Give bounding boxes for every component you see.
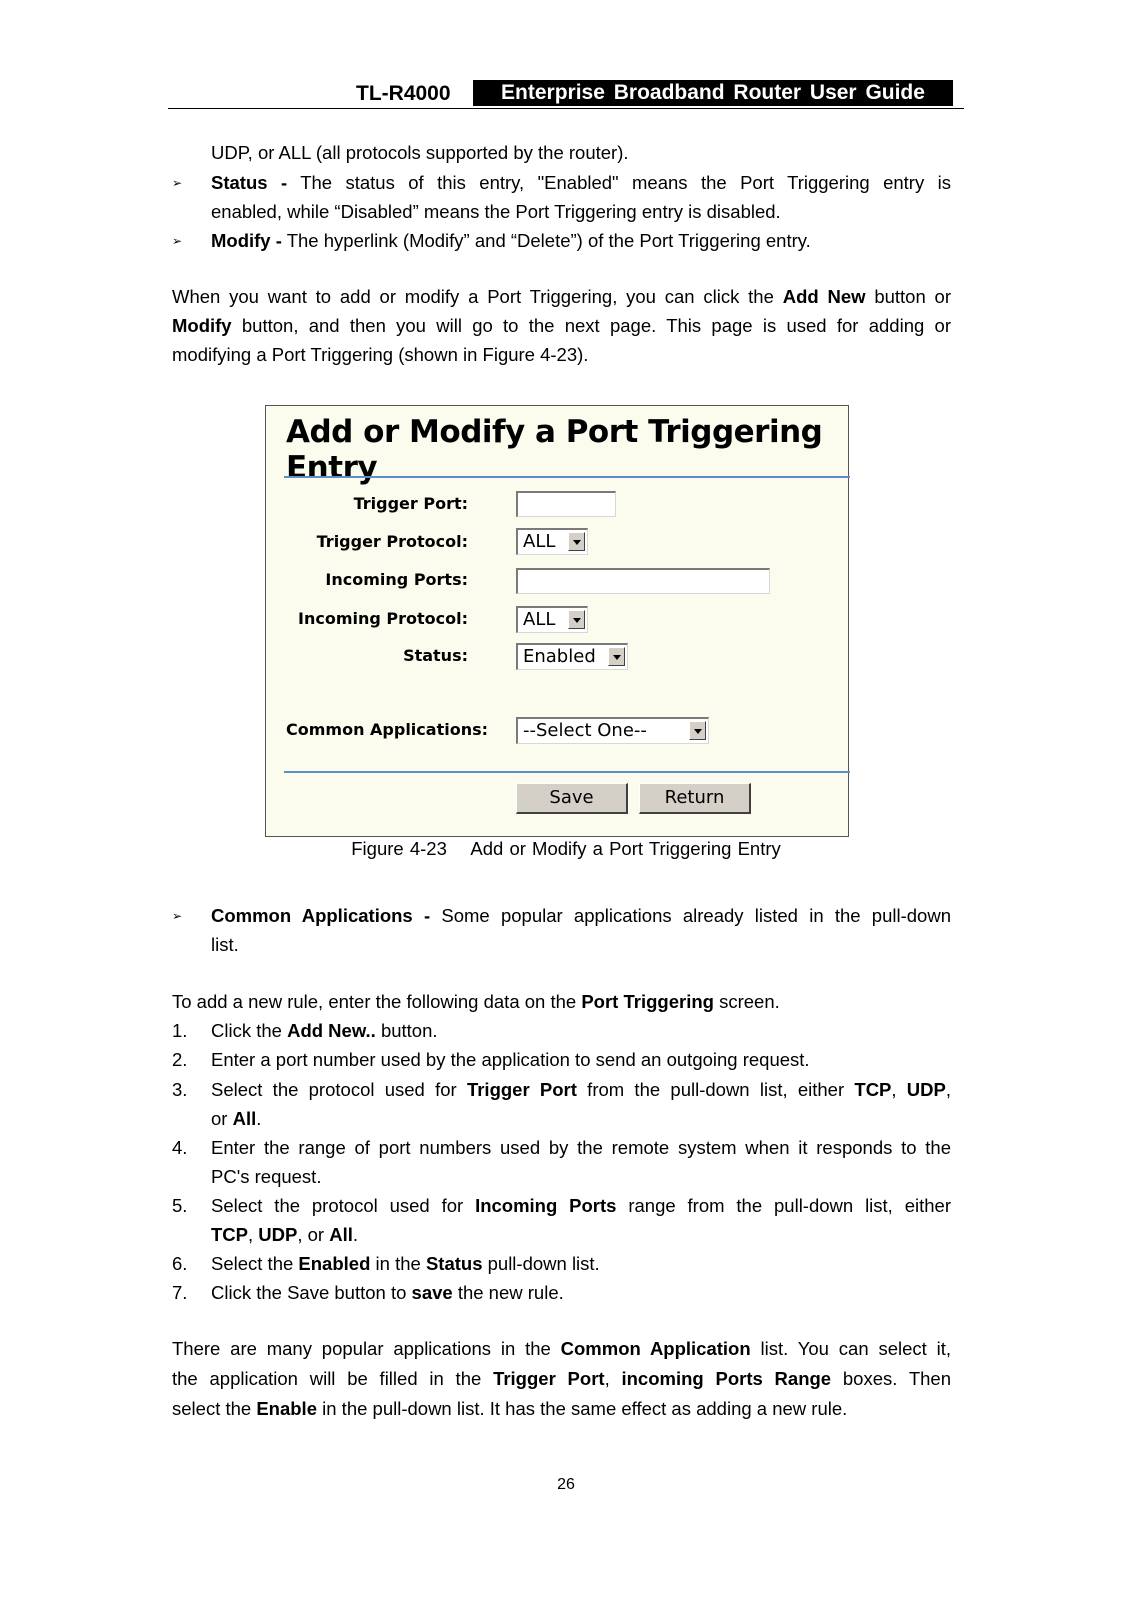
figure-caption: Figure 4-23 Add or Modify a Port Triggering Entry xyxy=(351,838,781,859)
trigger-protocol-value: ALL xyxy=(523,531,556,552)
figure-screenshot xyxy=(265,405,849,837)
status-term: Status - xyxy=(211,172,288,193)
common-apps-value: --Select One-- xyxy=(523,720,647,741)
bullet-arrow-icon: ➢ xyxy=(172,234,183,248)
incoming-protocol-select[interactable] xyxy=(516,606,588,633)
closing-line3: select the Enable in the pull-down list. It has the same effect as adding a new rule. xyxy=(172,1398,848,1419)
step-4: Enter the range of port numbers used by the remote system when it responds to the xyxy=(211,1137,951,1158)
para1-line3: modifying a Port Triggering (shown in Figure 4-23). xyxy=(172,344,589,365)
status-label: Status: xyxy=(403,646,468,665)
dropdown-arrow-icon[interactable] xyxy=(689,721,706,740)
step-5-line2: TCP, UDP, or All. xyxy=(211,1224,358,1245)
step-number: 1. xyxy=(172,1020,188,1041)
common-apps-desc-line2: list. xyxy=(211,934,239,955)
bullet-arrow-icon: ➢ xyxy=(172,176,183,190)
steps-intro: To add a new rule, enter the following data on the Port Triggering screen. xyxy=(172,991,780,1012)
figure-divider-bottom xyxy=(284,771,850,773)
status-desc xyxy=(211,173,951,193)
modify-desc xyxy=(211,231,811,251)
page-number: 26 xyxy=(557,1476,575,1493)
step-number: 6. xyxy=(172,1253,188,1274)
step-5: Select the protocol used for Incoming Ports range from the pull-down list, either xyxy=(211,1195,951,1216)
step-3: Select the protocol used for Trigger Port from the pull-down list, either TCP, UDP, xyxy=(211,1079,951,1100)
step-number: 7. xyxy=(172,1282,188,1303)
figure-divider-top xyxy=(284,476,850,478)
incoming-protocol-value: ALL xyxy=(523,609,556,630)
modify-text: The hyperlink (Modify” and “Delete”) of the Port Triggering entry. xyxy=(286,230,811,251)
step-2: Enter a port number used by the application to send an outgoing request. xyxy=(211,1049,810,1070)
status-text: The status of this entry, "Enabled" means the Port Triggering entry is xyxy=(300,172,951,193)
modify-term: Modify - xyxy=(211,230,282,251)
incoming-protocol-label: Incoming Protocol: xyxy=(298,609,468,628)
step-number: 2. xyxy=(172,1049,188,1070)
trigger-protocol-select[interactable] xyxy=(516,528,588,555)
common-apps-term: Common Applications - xyxy=(211,905,431,926)
intro-line: UDP, or ALL (all protocols supported by the router). xyxy=(211,142,629,163)
trigger-port-label: Trigger Port: xyxy=(353,494,468,513)
header-rule xyxy=(168,108,964,109)
incoming-ports-label: Incoming Ports: xyxy=(325,570,468,589)
status-value: Enabled xyxy=(523,646,596,667)
step-4-line2: PC's request. xyxy=(211,1166,322,1187)
step-6: Select the Enabled in the Status pull-down list. xyxy=(211,1253,600,1274)
trigger-port-input[interactable] xyxy=(516,491,616,517)
page-header xyxy=(168,80,964,110)
step-7: Click the Save button to save the new rule. xyxy=(211,1282,564,1303)
trigger-protocol-label: Trigger Protocol: xyxy=(316,532,468,551)
status-desc-line2: enabled, while “Disabled” means the Port Triggering entry is disabled. xyxy=(211,201,781,222)
common-apps-select[interactable] xyxy=(516,717,709,744)
para1-line2: Modify button, and then you will go to the next page. This page is used for adding or xyxy=(172,315,951,336)
header-model: TL-R4000 xyxy=(356,82,451,105)
step-number: 3. xyxy=(172,1079,188,1100)
incoming-ports-input[interactable] xyxy=(516,568,770,594)
common-apps-desc: Common Applications - Some popular applications already listed in the pull-down xyxy=(211,905,951,926)
bullet-arrow-icon: ➢ xyxy=(172,909,183,923)
step-number: 4. xyxy=(172,1137,188,1158)
closing-line2: the application will be filled in the Trigger Port, incoming Ports Range boxes. Then xyxy=(172,1368,951,1389)
dropdown-arrow-icon[interactable] xyxy=(568,532,585,551)
step-number: 5. xyxy=(172,1195,188,1216)
dropdown-arrow-icon[interactable] xyxy=(568,610,585,629)
common-apps-label: Common Applications: xyxy=(286,720,489,739)
header-title: Enterprise Broadband Router User Guide xyxy=(473,80,953,106)
return-button[interactable]: Return xyxy=(639,783,751,814)
status-select[interactable] xyxy=(516,643,628,670)
step-1: Click the Add New.. button. xyxy=(211,1020,438,1041)
save-button[interactable]: Save xyxy=(516,783,628,814)
figure-title: Add or Modify a Port Triggering Entry xyxy=(286,414,823,486)
dropdown-arrow-icon[interactable] xyxy=(608,647,625,666)
step-3-line2: or All. xyxy=(211,1108,262,1129)
para1-line1: When you want to add or modify a Port Triggering, you can click the Add New button or xyxy=(172,286,952,307)
closing-line1: There are many popular applications in the Common Application list. You can select it, xyxy=(172,1338,951,1359)
